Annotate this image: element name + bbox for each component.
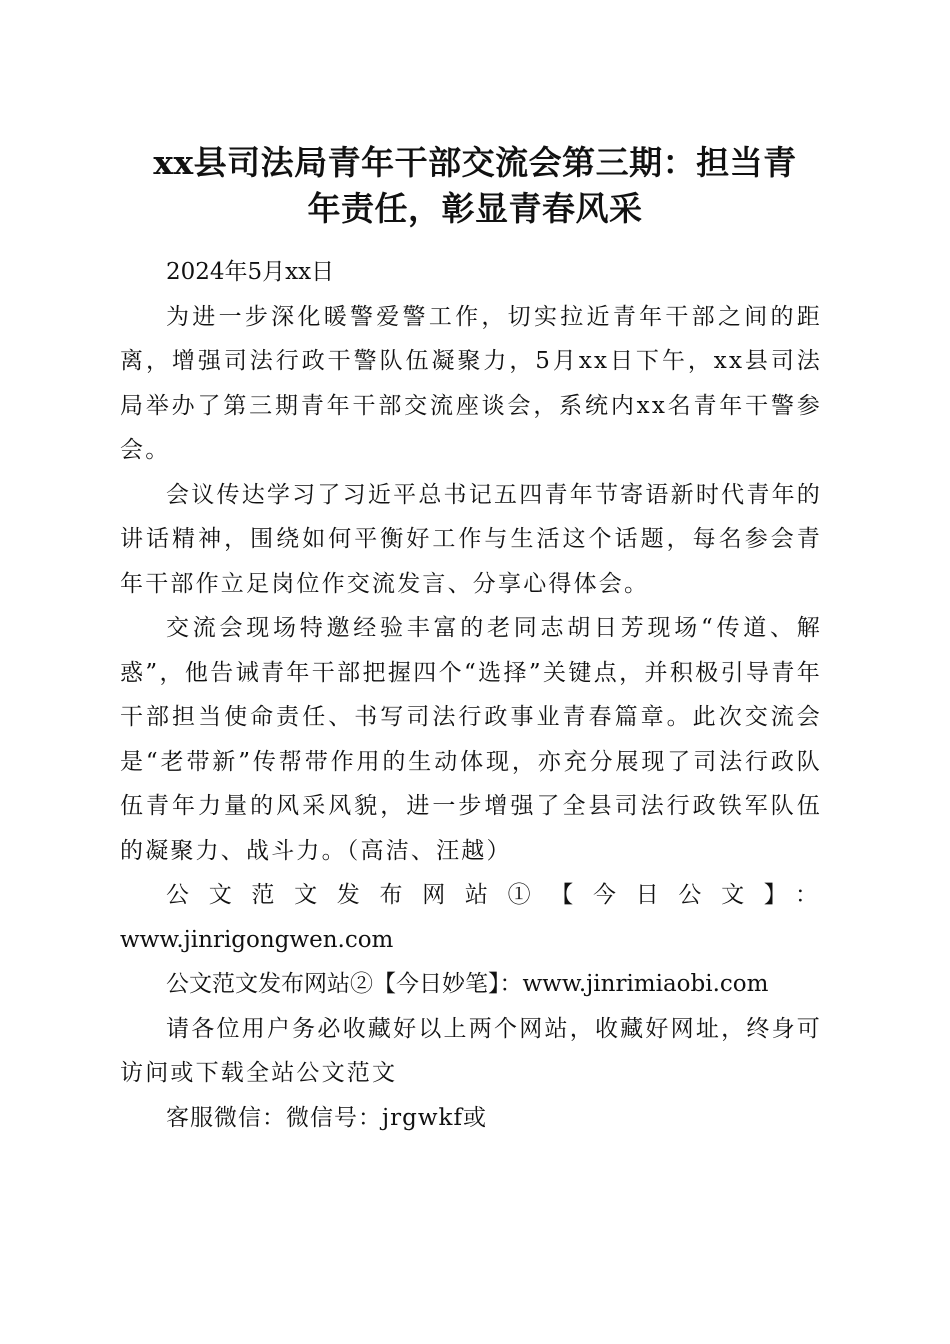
document-title — [120, 140, 830, 232]
title-line-2: 年责任，彰显青春风采 — [307, 189, 643, 228]
bookmark-notice: 请各位用户务必收藏好以上两个网站，收藏好网址，终身可访问或下载全站公文范文 — [120, 1015, 822, 1086]
document-body — [120, 250, 822, 1140]
paragraph-exchange: 交流会现场特邀经验丰富的老同志胡日芳现场“传道、解惑”，他告诫青年干部把握四个“选择”关键点，并积极引导青年干部担当使命责任、书写司法行政事业青春篇章。此次交流会是“老带新”传帮带作用的生动体现，亦充分展现了司法行政队伍青年力量的风采风貌，进一步增强了全县司法行政铁军队伍的凝聚力、战斗力。（高洁、汪越） — [120, 615, 822, 864]
customer-service: 客服微信：微信号：jrgwkf或 — [166, 1104, 487, 1131]
site2-line: 公文范文发布网站②【今日妙笔】：www.jinrimiaobi.com — [166, 971, 769, 997]
paragraph-meeting: 会议传达学习了习近平总书记五四青年节寄语新时代青年的讲话精神，围绕如何平衡好工作与生活这个话题，每名参会青年干部作立足岗位作交流发言、分享心得体会。 — [120, 481, 822, 597]
site1-url: www.jinrigongwen.com — [120, 926, 394, 953]
site1-label: 公文范文发布网站①【今日公文】： — [166, 882, 822, 908]
title-line-1: xx县司法局青年干部交流会第三期：担当青 — [153, 143, 797, 182]
document-date: 2024年5月xx日 — [166, 259, 335, 285]
paragraph-intro: 为进一步深化暖警爱警工作，切实拉近青年干部之间的距离，增强司法行政干警队伍凝聚力，5月xx日下午，xx县司法局举办了第三期青年干部交流座谈会，系统内xx名青年干警参会。 — [120, 303, 822, 463]
